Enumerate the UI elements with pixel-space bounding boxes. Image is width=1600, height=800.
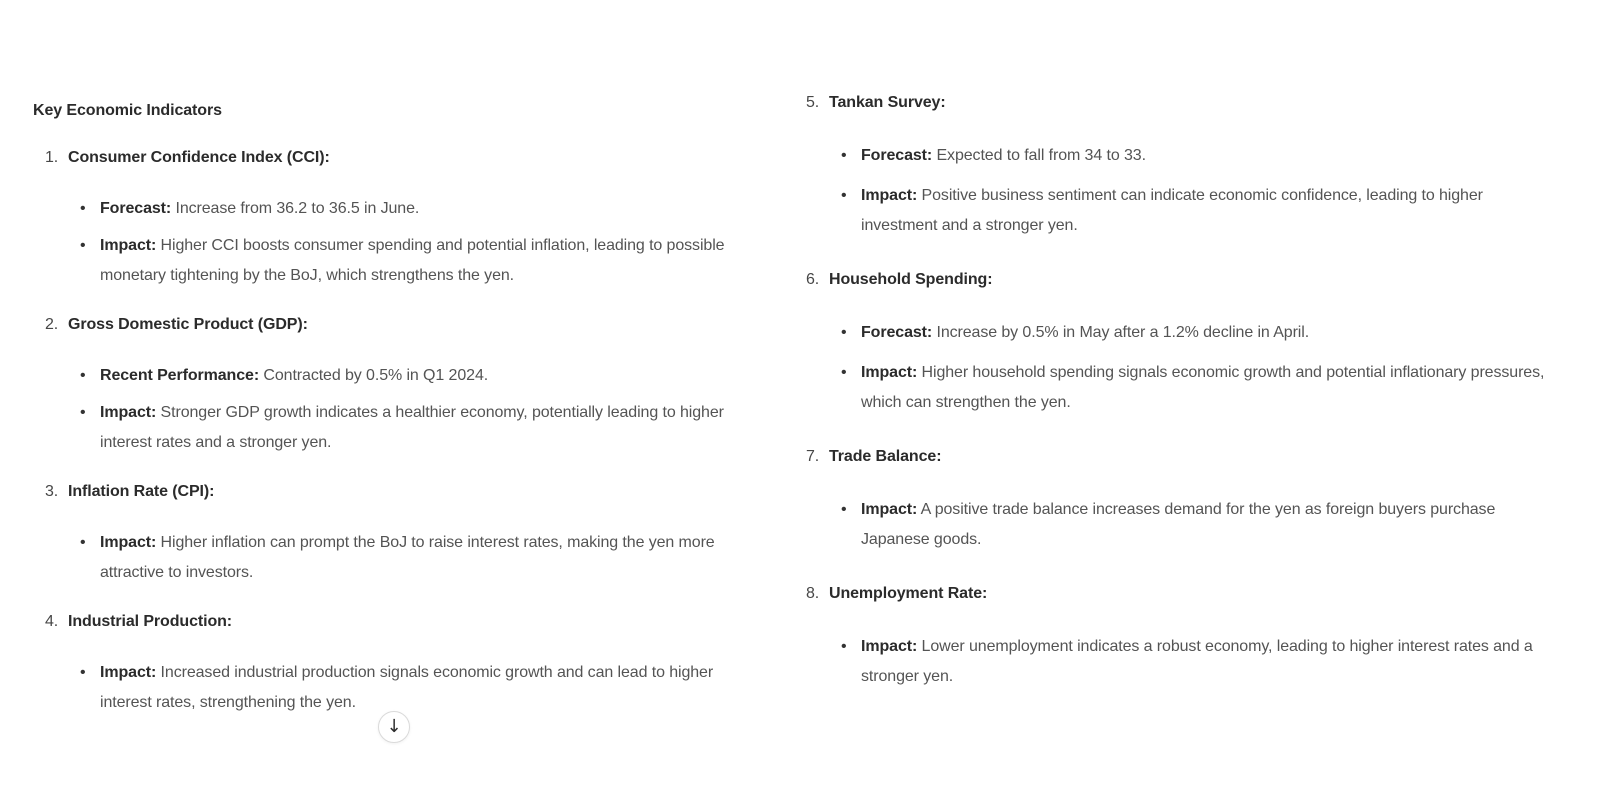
bullet-text-block	[861, 495, 1553, 555]
bullet-item	[841, 358, 1556, 418]
item-number: 5.	[806, 94, 820, 111]
bullet-label: Impact:	[861, 364, 918, 381]
indicator-list-left	[33, 143, 768, 718]
list-item-heading	[794, 579, 1556, 609]
bullet-dot-icon: •	[841, 324, 847, 341]
bullet-dot-icon: •	[80, 404, 86, 421]
bullet-list	[33, 194, 768, 291]
bullet-label: Impact:	[100, 534, 157, 551]
item-number: 6.	[806, 271, 820, 288]
list-item	[794, 88, 1556, 241]
bullet-text: Increase by 0.5% in May after a 1.2% decline in April.	[932, 324, 1310, 341]
item-title: Industrial Production:	[68, 613, 233, 630]
bullet-text: Lower unemployment indicates a robust economy, leading to higher interest rates and a stronger yen.	[861, 638, 1533, 685]
bullet-label: Impact:	[861, 638, 918, 655]
bullet-text-block	[861, 632, 1553, 692]
list-item	[794, 442, 1556, 555]
bullet-dot-icon: •	[80, 200, 86, 217]
bullet-item	[80, 528, 768, 588]
item-title: Consumer Confidence Index (CCI):	[68, 149, 330, 166]
bullet-text: Increased industrial production signals economic growth and can lead to higher interest rates, strengthening the yen.	[100, 664, 714, 711]
bullet-text: Positive business sentiment can indicate economic confidence, leading to higher investment and a stronger yen.	[861, 187, 1483, 234]
item-number: 4.	[45, 613, 59, 630]
bullet-text: Higher inflation can prompt the BoJ to raise interest rates, making the yen more attractive to investors.	[100, 534, 715, 581]
bullet-text-block	[861, 358, 1553, 418]
list-item-heading	[33, 143, 768, 173]
bullet-text: Expected to fall from 34 to 33.	[932, 147, 1146, 164]
bullet-item	[841, 495, 1556, 555]
list-item	[33, 607, 768, 718]
bullet-label: Forecast:	[100, 200, 172, 217]
bullet-label: Impact:	[861, 501, 918, 518]
list-item	[33, 310, 768, 458]
bullet-text: Higher household spending signals economic growth and potential inflationary pressures, which can strengthen the yen.	[861, 364, 1545, 411]
bullet-text-block	[861, 318, 1553, 348]
bullet-label: Recent Performance:	[100, 367, 260, 384]
bullet-dot-icon: •	[80, 237, 86, 254]
bullet-text-block	[100, 194, 762, 224]
bullet-text-block	[100, 361, 762, 391]
bullet-text-block	[100, 231, 762, 291]
list-item-heading	[33, 310, 768, 340]
bullet-item	[80, 361, 768, 391]
bullet-label: Forecast:	[861, 324, 933, 341]
bullet-text: Stronger GDP growth indicates a healthier economy, potentially leading to higher interest rates and a stronger yen.	[100, 404, 724, 451]
bullet-list	[794, 141, 1556, 241]
bullet-label: Impact:	[100, 664, 157, 681]
bullet-dot-icon: •	[841, 147, 847, 164]
bullet-text: Contracted by 0.5% in Q1 2024.	[259, 367, 489, 384]
item-number: 1.	[45, 149, 59, 166]
bullet-text-block	[861, 181, 1553, 241]
bullet-item	[841, 318, 1556, 348]
item-title: Inflation Rate (CPI):	[68, 483, 215, 500]
bullet-item	[80, 231, 768, 291]
bullet-label: Forecast:	[861, 147, 933, 164]
bullet-item	[80, 398, 768, 458]
bullet-dot-icon: •	[80, 664, 86, 681]
item-title: Household Spending:	[829, 271, 993, 288]
bullet-dot-icon: •	[841, 187, 847, 204]
list-item	[794, 579, 1556, 692]
item-title: Unemployment Rate:	[829, 585, 988, 602]
bullet-text-block	[100, 528, 762, 588]
bullet-item	[80, 194, 768, 224]
item-number: 7.	[806, 448, 820, 465]
bullet-text: Increase from 36.2 to 36.5 in June.	[171, 200, 420, 217]
indicator-list-right	[794, 88, 1556, 692]
bullet-list	[33, 528, 768, 588]
bullet-label: Impact:	[100, 237, 157, 254]
bullet-text-block	[861, 141, 1553, 171]
bullet-item	[80, 658, 768, 718]
list-item-heading	[33, 607, 768, 637]
bullet-item	[841, 141, 1556, 171]
bullet-item	[841, 181, 1556, 241]
list-item-heading	[794, 442, 1556, 472]
scroll-to-bottom-button[interactable]	[378, 711, 410, 743]
bullet-dot-icon: •	[80, 534, 86, 551]
bullet-list	[794, 495, 1556, 555]
item-number: 8.	[806, 585, 820, 602]
left-column	[33, 96, 768, 718]
item-number: 2.	[45, 316, 59, 333]
item-title: Trade Balance:	[829, 448, 942, 465]
bullet-dot-icon: •	[841, 638, 847, 655]
item-number: 3.	[45, 483, 59, 500]
list-item	[33, 477, 768, 588]
bullet-text-block	[100, 398, 762, 458]
item-title: Tankan Survey:	[829, 94, 946, 111]
right-column	[794, 88, 1556, 692]
arrow-down-icon: ↓	[386, 716, 402, 737]
bullet-text-block	[100, 658, 762, 718]
bullet-list	[33, 361, 768, 458]
bullet-text: Higher CCI boosts consumer spending and potential inflation, leading to possible monetary tightening by the BoJ, which strengthens the yen.	[100, 237, 725, 284]
list-item-heading	[33, 477, 768, 507]
bullet-list	[794, 318, 1556, 418]
bullet-label: Impact:	[100, 404, 157, 421]
bullet-label: Impact:	[861, 187, 918, 204]
bullet-item	[841, 632, 1556, 692]
list-item-heading	[794, 88, 1556, 118]
page-title: Key Economic Indicators	[33, 102, 222, 119]
bullet-list	[33, 658, 768, 718]
list-item	[33, 143, 768, 291]
item-title: Gross Domestic Product (GDP):	[68, 316, 308, 333]
bullet-list	[794, 632, 1556, 692]
bullet-dot-icon: •	[841, 501, 847, 518]
list-item-heading	[794, 265, 1556, 295]
bullet-dot-icon: •	[80, 367, 86, 384]
bullet-text: A positive trade balance increases demand for the yen as foreign buyers purchase Japanese goods.	[861, 501, 1496, 548]
bullet-dot-icon: •	[841, 364, 847, 381]
list-item	[794, 265, 1556, 418]
